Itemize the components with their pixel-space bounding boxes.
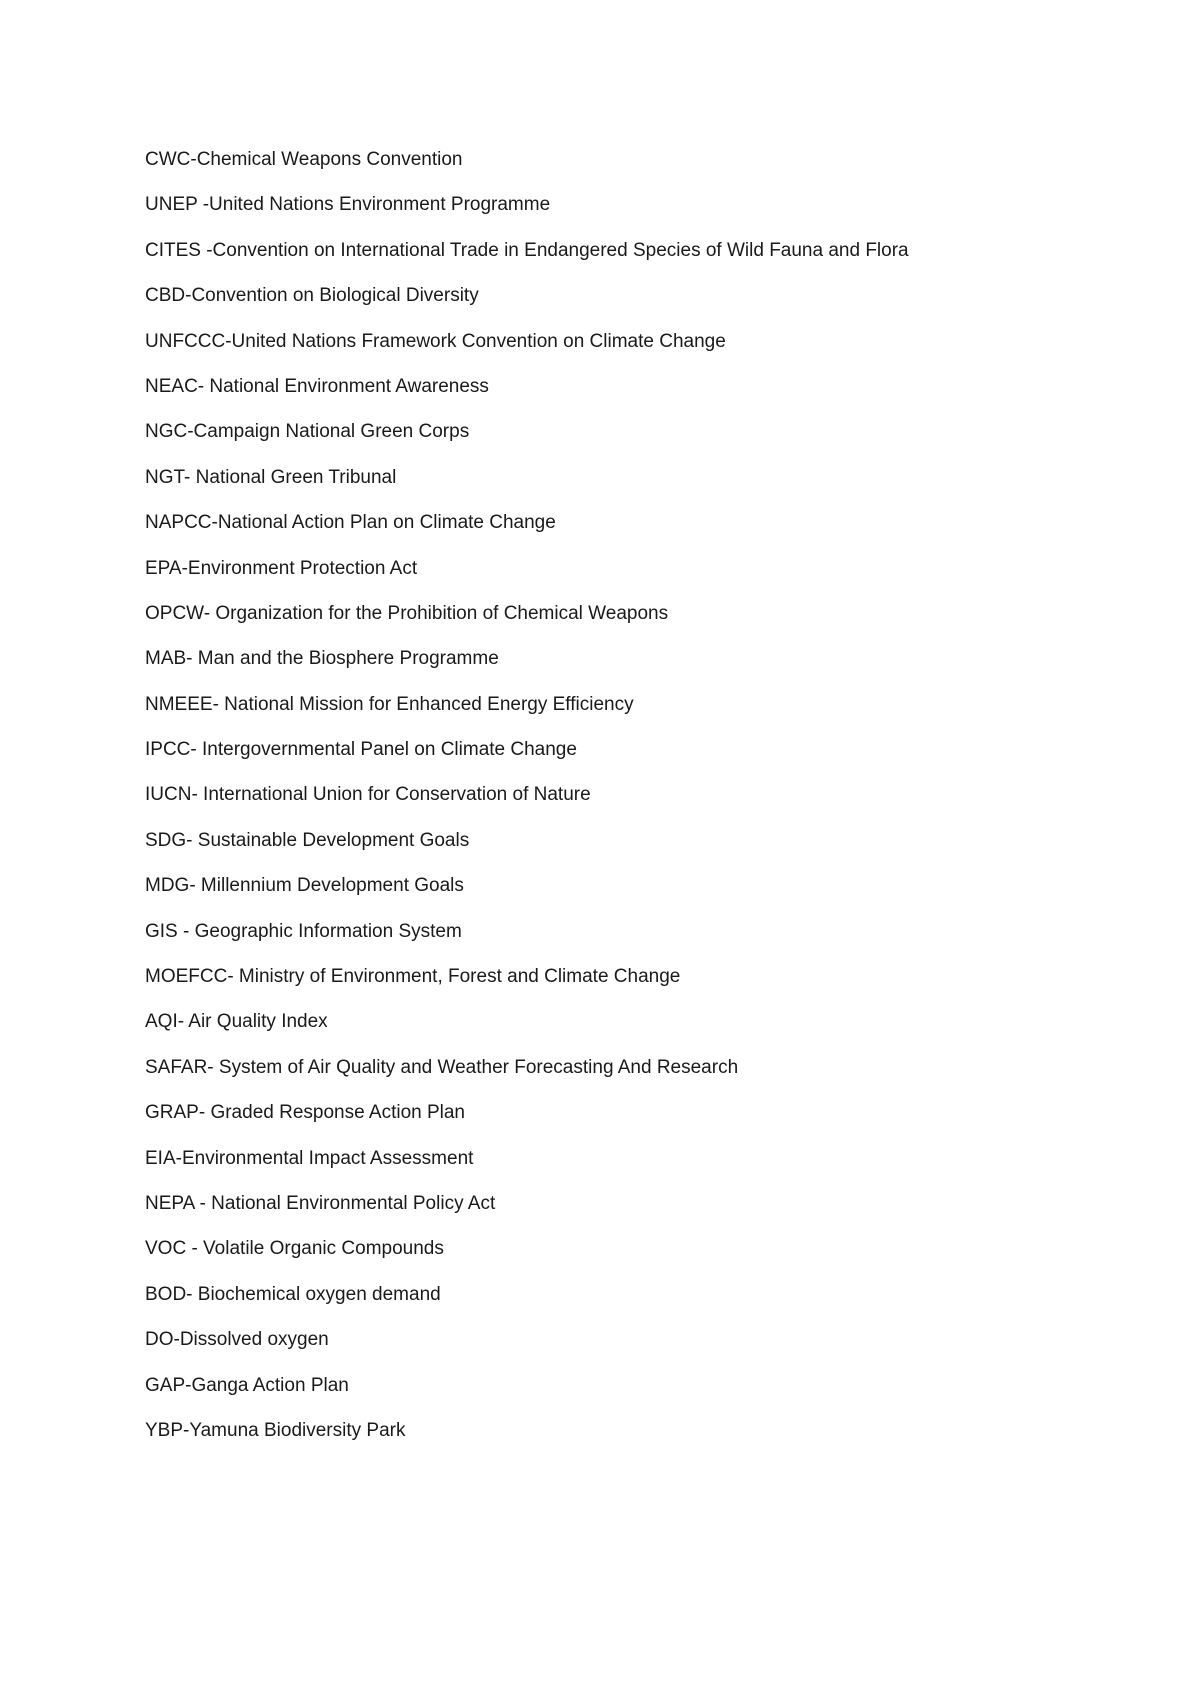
abbreviation-list <box>145 146 909 1462</box>
abbreviation-line: NEPA - National Environmental Policy Act <box>145 1192 496 1214</box>
abbreviation-line: EPA-Environment Protection Act <box>145 557 418 579</box>
abbreviation-line: NMEEE- National Mission for Enhanced Energy Efficiency <box>145 693 634 715</box>
abbreviation-line: UNEP -United Nations Environment Programme <box>145 194 551 216</box>
abbreviation-line: NEAC- National Environment Awareness <box>145 375 489 397</box>
abbreviation-line: MOEFCC- Ministry of Environment, Forest and Climate Change <box>145 966 681 988</box>
abbreviation-line: CITES -Convention on International Trade in Endangered Species of Wild Fauna and Flora <box>145 239 909 261</box>
abbreviation-line: CWC-Chemical Weapons Convention <box>145 149 463 170</box>
abbreviation-line: BOD- Biochemical oxygen demand <box>145 1283 441 1305</box>
abbreviation-line: YBP-Yamuna Biodiversity Park <box>145 1419 406 1441</box>
abbreviation-line: OPCW- Organization for the Prohibition of Chemical Weapons <box>145 602 669 624</box>
abbreviation-line: UNFCCC-United Nations Framework Convention on Climate Change <box>145 330 726 352</box>
abbreviation-line: MAB- Man and the Biosphere Programme <box>145 648 499 670</box>
abbreviation-line: GIS - Geographic Information System <box>145 920 462 942</box>
abbreviation-line: NGC-Campaign National Green Corps <box>145 421 470 443</box>
abbreviation-line: DO-Dissolved oxygen <box>145 1329 329 1351</box>
abbreviation-line: MDG- Millennium Development Goals <box>145 875 464 897</box>
abbreviation-line: IPCC- Intergovernmental Panel on Climate Change <box>145 739 577 761</box>
abbreviation-line: SAFAR- System of Air Quality and Weather Forecasting And Research <box>145 1056 739 1078</box>
abbreviation-line: AQI- Air Quality Index <box>145 1011 328 1033</box>
abbreviation-line: SDG- Sustainable Development Goals <box>145 829 470 851</box>
abbreviation-line: GAP-Ganga Action Plan <box>145 1374 349 1396</box>
abbreviation-line: VOC - Volatile Organic Compounds <box>145 1238 444 1260</box>
abbreviation-line: NGT- National Green Tribunal <box>145 466 397 488</box>
abbreviation-line: GRAP- Graded Response Action Plan <box>145 1102 466 1124</box>
abbreviation-line: CBD-Convention on Biological Diversity <box>145 285 479 307</box>
abbreviation-line: IUCN- International Union for Conservation of Nature <box>145 784 591 806</box>
abbreviation-line: NAPCC-National Action Plan on Climate Change <box>145 512 556 534</box>
abbreviation-line: EIA-Environmental Impact Assessment <box>145 1147 474 1169</box>
